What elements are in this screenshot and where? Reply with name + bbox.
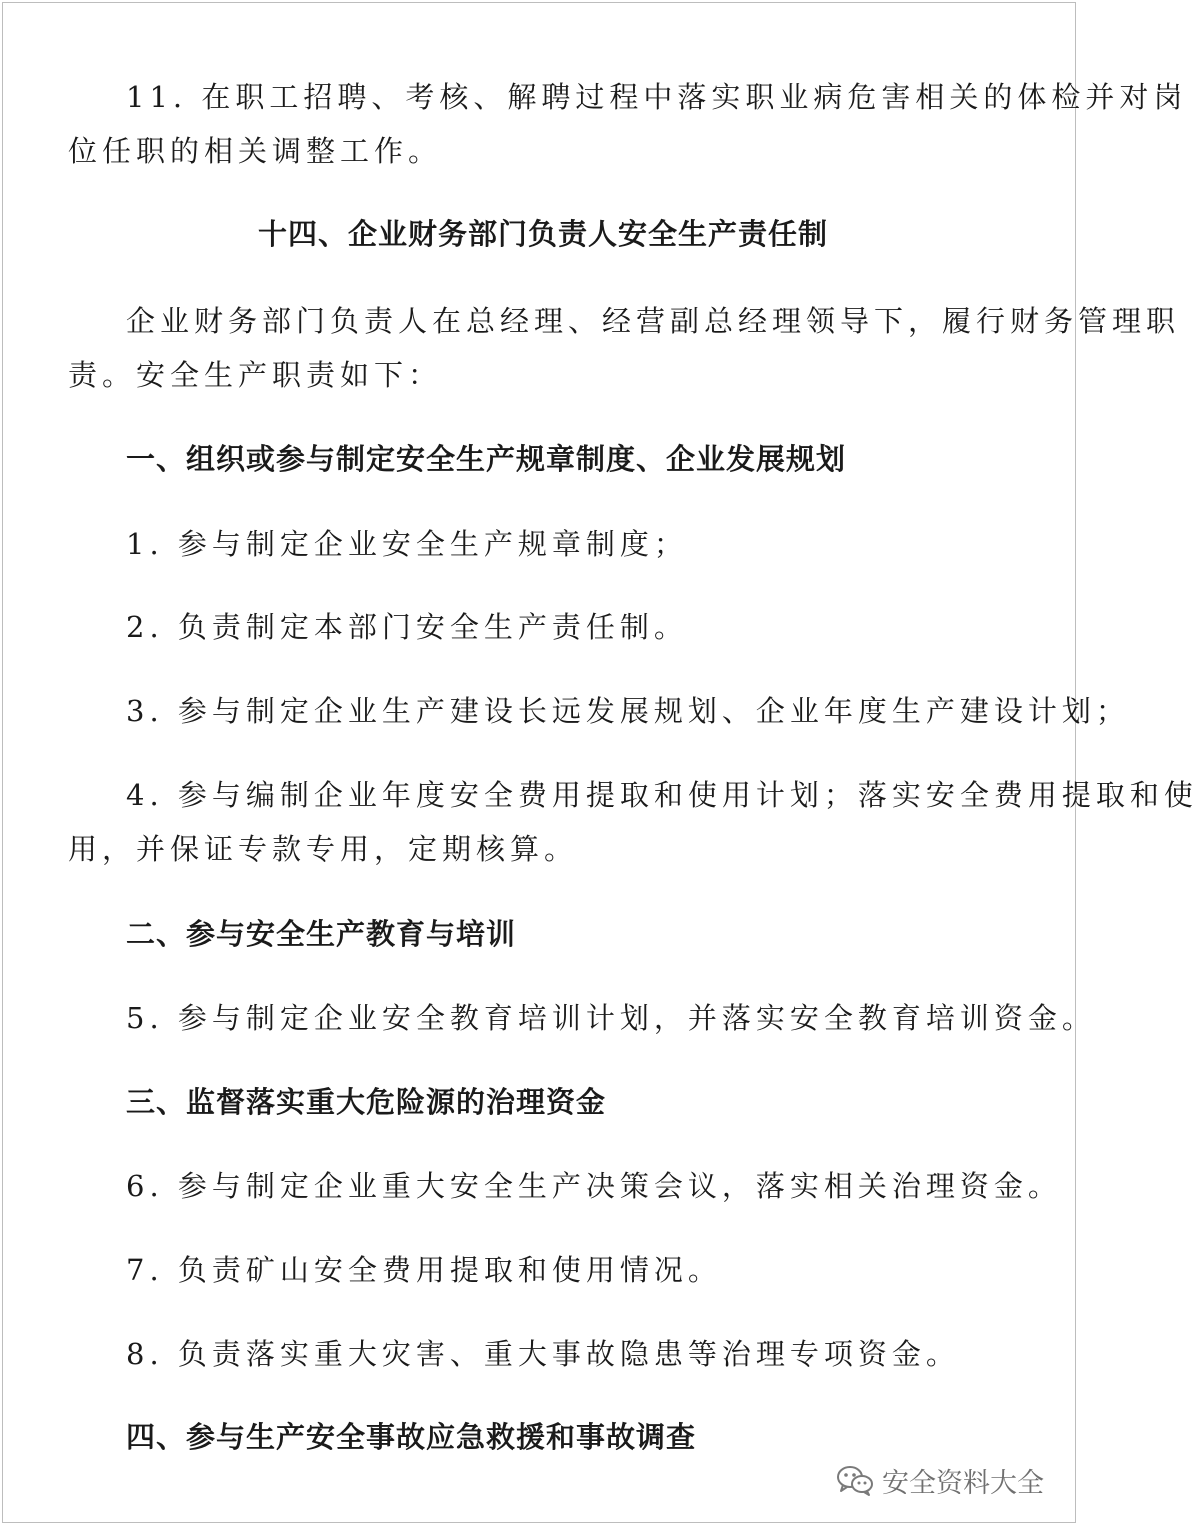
heading-3: 三、监督落实重大危险源的治理资金	[126, 1085, 607, 1119]
heading-4: 四、参与生产安全事故应急救援和事故调查	[126, 1420, 697, 1454]
wechat-icon	[836, 1464, 874, 1496]
intro-line2: 责。安全生产职责如下：	[68, 358, 443, 392]
item-4	[68, 768, 1198, 876]
item-1: 1. 参与制定企业安全生产规章制度；	[126, 527, 688, 561]
intro-paragraph	[68, 294, 1181, 402]
heading-2: 二、参与安全生产教育与培训	[126, 917, 517, 951]
watermark	[836, 1458, 1044, 1502]
item-2: 2. 负责制定本部门安全生产责任制。	[126, 610, 688, 644]
item-11-line2: 位任职的相关调整工作。	[68, 134, 443, 168]
item-11-line1: 11. 在职工招聘、考核、解聘过程中落实职业病危害相关的体检并对岗	[126, 80, 1188, 114]
item-7: 7. 负责矿山安全费用提取和使用情况。	[126, 1253, 722, 1287]
item-5: 5. 参与制定企业安全教育培训计划，并落实安全教育培训资金。	[126, 1001, 1096, 1035]
section-title: 十四、企业财务部门负责人安全生产责任制	[257, 217, 828, 251]
item-3: 3. 参与制定企业生产建设长远发展规划、企业年度生产建设计划；	[126, 694, 1130, 728]
heading-1: 一、组织或参与制定安全生产规章制度、企业发展规划	[126, 442, 847, 476]
item-4-line1: 4. 参与编制企业年度安全费用提取和使用计划；落实安全费用提取和使	[126, 778, 1198, 812]
intro-line1: 企业财务部门负责人在总经理、经营副总经理领导下，履行财务管理职	[126, 304, 1181, 338]
item-4-line2: 用，并保证专款专用，定期核算。	[68, 832, 579, 866]
item-6: 6. 参与制定企业重大安全生产决策会议，落实相关治理资金。	[126, 1169, 1062, 1203]
item-11	[68, 70, 1188, 178]
watermark-text: 安全资料大全	[882, 1467, 1044, 1499]
item-8: 8. 负责落实重大灾害、重大事故隐患等治理专项资金。	[126, 1337, 960, 1371]
